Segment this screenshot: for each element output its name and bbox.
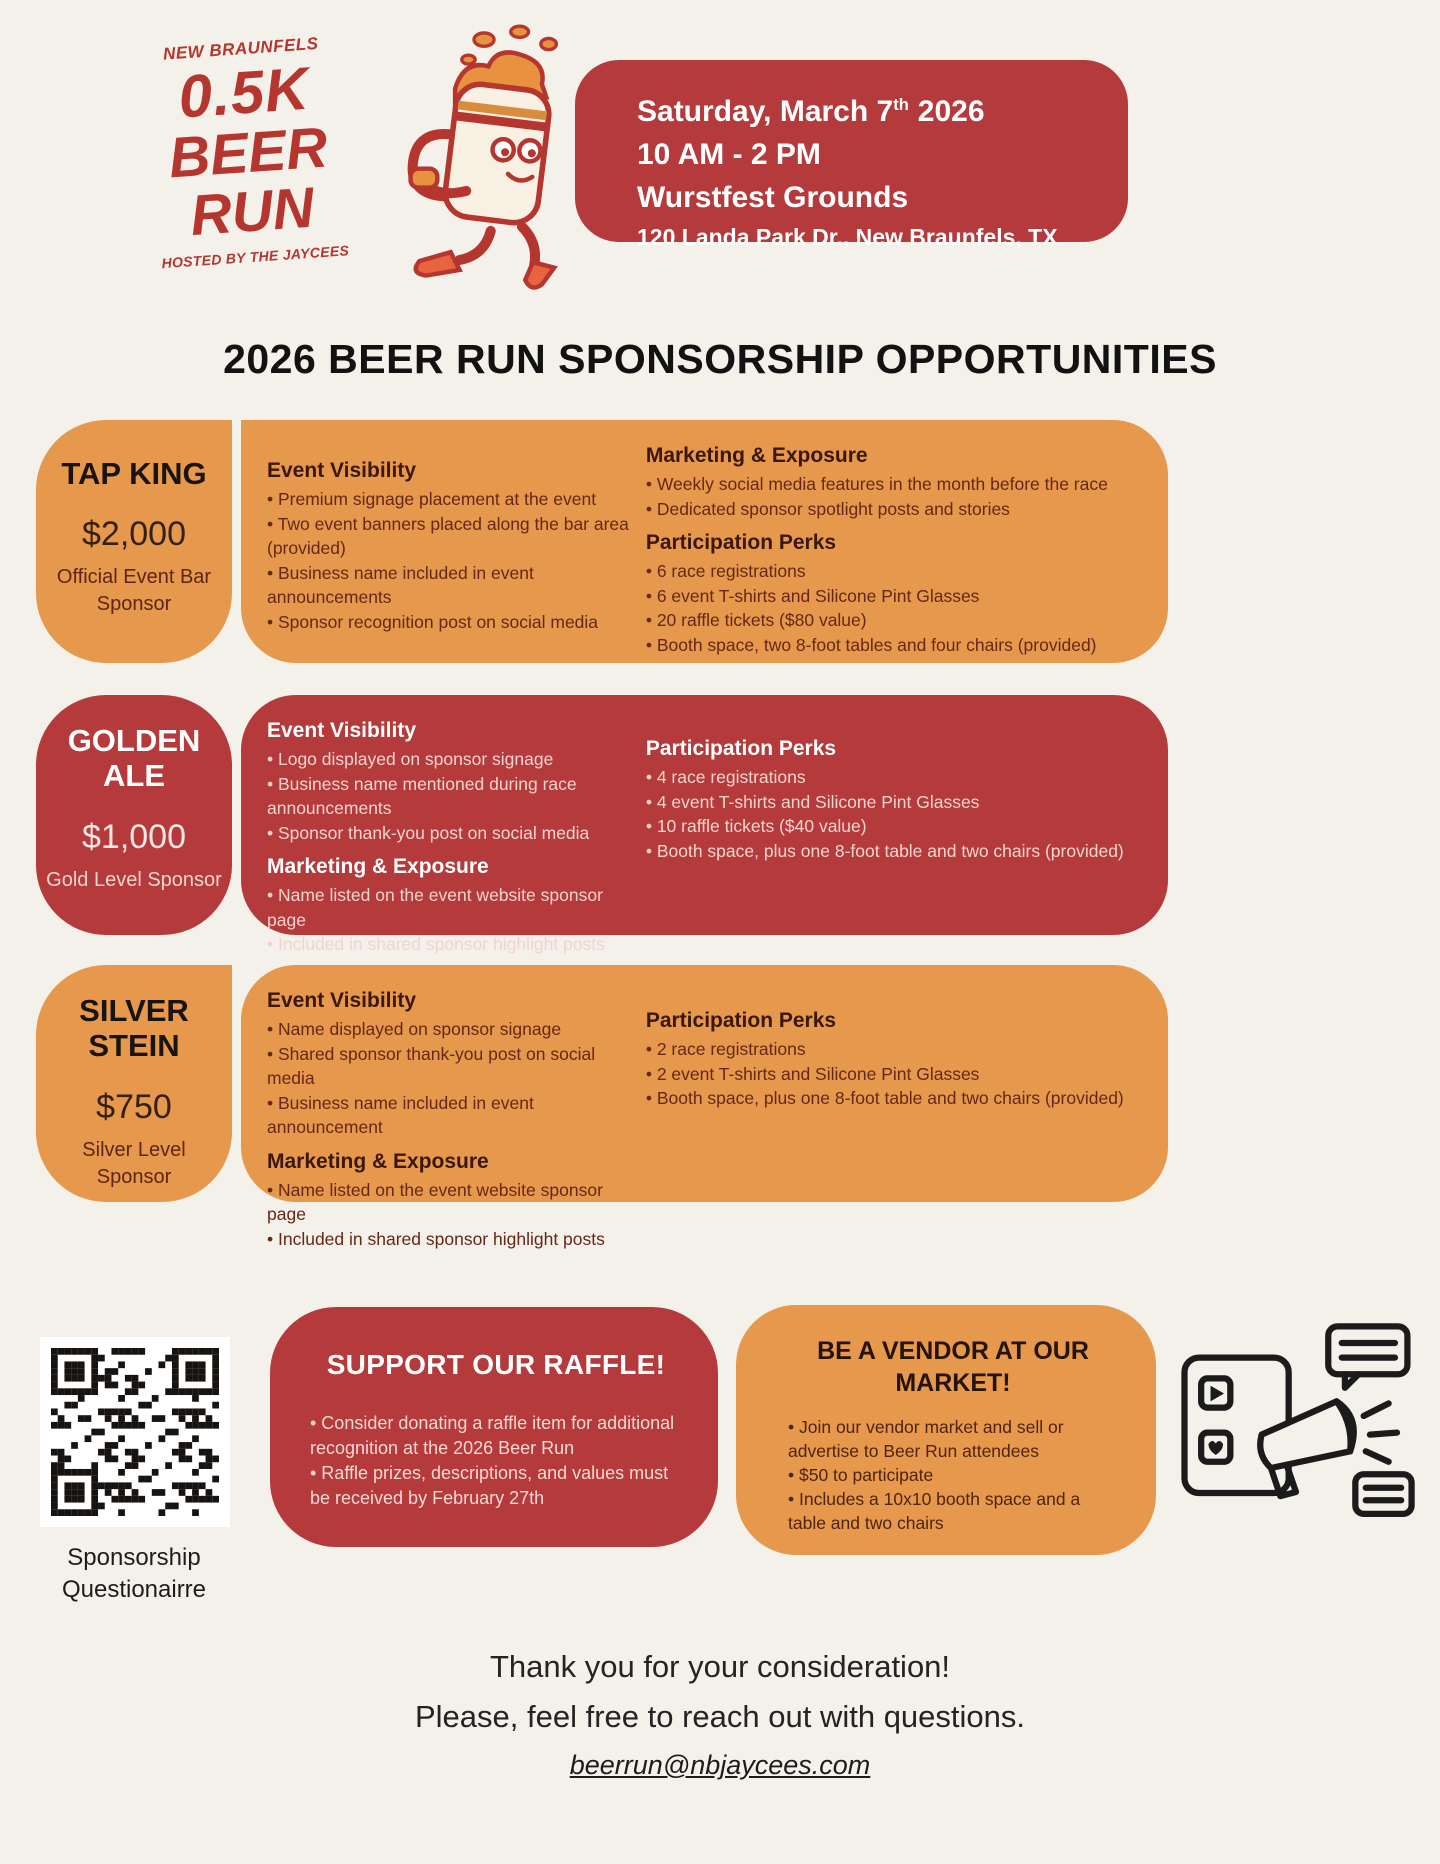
qr-code-image <box>40 1337 230 1527</box>
tier-label-golden-ale <box>36 695 232 935</box>
page-title: 2026 BEER RUN SPONSORSHIP OPPORTUNITIES <box>223 336 1217 382</box>
benefit-section <box>646 1007 1148 1111</box>
section-bullets <box>267 487 630 634</box>
footer-questions-line: Please, feel free to reach out with questions. <box>414 1699 1026 1734</box>
bullet-item: • 6 event T-shirts and Silicone Pint Glasses <box>645 585 980 606</box>
tier-subtitle: Silver Level Sponsor <box>82 1138 186 1188</box>
section-heading: Participation Perks <box>645 531 837 554</box>
event-logo <box>138 24 583 272</box>
bullet-item: • Dedicated sponsor spotlight posts and stories <box>645 498 1010 519</box>
benefit-section <box>267 853 630 957</box>
bullet-item: • 10 raffle tickets ($40 value) <box>645 816 867 836</box>
raffle-callout-box <box>270 1307 718 1547</box>
bullet-item: • Sponsor thank-you post on social media <box>267 822 590 843</box>
bullet-item: • Business name mentioned during race announcements <box>267 773 577 818</box>
section-heading: Participation Perks <box>645 1009 837 1032</box>
tier-panel-silver-stein <box>241 965 1168 1249</box>
bullet-item: • Raffle prizes, descriptions, and values must be received by February 27th <box>310 1463 669 1508</box>
tier-panel-column-2 <box>646 717 1148 935</box>
bullet-item: • 4 race registrations <box>645 767 806 787</box>
bullet-item: • Booth space, two 8-foot tables and four chairs (provided) <box>645 634 1097 655</box>
tier-name: SILVER STEIN <box>79 993 189 1064</box>
tier-panel-column-1 <box>267 987 646 1249</box>
bullet-item: • Premium signage placement at the event <box>267 489 597 509</box>
tier-name: GOLDEN ALE <box>67 723 201 794</box>
logo-line-beer: BEER <box>166 115 330 191</box>
bullet-item: • Weekly social media features in the month before the race <box>645 474 1108 494</box>
benefit-section <box>646 442 1148 521</box>
qr-code-caption: Sponsorship Questionairre <box>61 1544 207 1603</box>
vendor-callout-box <box>736 1305 1156 1555</box>
section-bullets <box>646 559 1148 657</box>
bullet-item: • Included in shared sponsor highlight posts <box>267 934 605 954</box>
bullet-item: • 4 event T-shirts and Silicone Pint Glasses <box>645 791 980 812</box>
footer <box>0 1642 1440 1781</box>
logo-line-run: RUN <box>188 175 317 249</box>
bullet-item: • Included in shared sponsor highlight posts <box>267 1228 605 1249</box>
logo-tagline-bottom: HOSTED BY THE JAYCEES <box>161 242 350 272</box>
tier-name: TAP KING <box>61 456 207 491</box>
bullet-item: • Consider donating a raffle item for additional recognition at the 2026 Beer Run <box>310 1413 675 1458</box>
section-heading: Participation Perks <box>645 737 837 760</box>
section-bullets <box>646 765 1148 863</box>
raffle-title: SUPPORT OUR RAFFLE! <box>326 1349 666 1380</box>
bullet-item: • Sponsor recognition post on social media <box>267 611 599 632</box>
contact-email-link[interactable]: beerrun@nbjaycees.com <box>569 1750 871 1780</box>
bullet-item: • Shared sponsor thank-you post on social media <box>267 1043 596 1088</box>
benefit-section <box>267 987 630 1140</box>
tier-subtitle: Gold Level Sponsor <box>46 868 222 891</box>
logo-tagline-top: NEW BRAUNFELS <box>162 33 320 64</box>
section-heading: Event Visibility <box>267 989 416 1012</box>
tier-price: $2,000 <box>82 515 186 554</box>
benefit-section <box>267 1148 630 1252</box>
tier-price: $1,000 <box>82 817 186 856</box>
bullet-item: • 2 race registrations <box>645 1039 806 1059</box>
tier-panel-column-2 <box>646 987 1148 1202</box>
footer-email <box>0 1750 1440 1781</box>
section-bullets <box>646 472 1148 521</box>
tier-panel-tap-king <box>241 420 1168 663</box>
bullet-item: • Business name included in event announcement <box>267 1092 534 1137</box>
bullet-item: • Includes a 10x10 booth space and a table and two chairs <box>788 1489 1081 1533</box>
bullet-item: • Business name included in event announcements <box>267 562 534 607</box>
benefit-section <box>267 457 630 634</box>
tier-label-tap-king <box>36 420 232 663</box>
section-bullets <box>267 747 630 845</box>
event-time: 10 AM - 2 PM <box>637 138 821 171</box>
vendor-bullets <box>788 1415 1118 1535</box>
section-bullets <box>267 883 630 957</box>
tier-panel-column-1 <box>267 442 646 663</box>
tier-price: $750 <box>96 1087 172 1126</box>
bullet-item: • Two event banners placed along the bar area (provided) <box>267 513 629 558</box>
section-heading: Marketing & Exposure <box>645 444 868 467</box>
bullet-item: • Booth space, plus one 8-foot table and two chairs (provided) <box>645 840 1124 861</box>
benefit-section <box>646 735 1148 863</box>
date-ordinal: th <box>893 96 909 114</box>
event-date: Saturday, March 7th 2026 <box>637 95 985 128</box>
event-details-banner <box>575 60 1128 250</box>
beer-mug-mascot-illustration <box>326 24 582 264</box>
section-bullets <box>646 1037 1148 1111</box>
bullet-item: • 20 raffle tickets ($80 value) <box>645 610 867 630</box>
section-bullets <box>267 1178 630 1252</box>
tier-panel-column-2 <box>646 442 1148 663</box>
tier-subtitle: Official Event Bar Sponsor <box>56 566 212 616</box>
vendor-title: BE A VENDOR AT OUR MARKET! <box>817 1337 1089 1397</box>
bullet-item: • 6 race registrations <box>645 561 806 581</box>
section-bullets <box>267 1017 630 1140</box>
event-address: 120 Landa Park Dr., New Braunfels, TX <box>637 224 1058 250</box>
event-venue: Wurstfest Grounds <box>637 181 909 214</box>
section-heading: Event Visibility <box>267 719 416 742</box>
footer-thanks-line: Thank you for your consideration! <box>489 1649 951 1684</box>
tier-panel-golden-ale <box>241 695 1168 954</box>
tier-label-silver-stein <box>36 965 232 1202</box>
tier-row-silver-stein <box>36 965 1168 1249</box>
bullet-item: • Booth space, plus one 8-foot table and two chairs (provided) <box>645 1088 1124 1108</box>
bullet-item: • Name displayed on sponsor signage <box>267 1019 562 1039</box>
benefit-section <box>267 717 630 845</box>
social-media-megaphone-illustration <box>1172 1318 1422 1536</box>
tier-row-tap-king <box>36 420 1168 663</box>
raffle-bullets <box>310 1411 682 1511</box>
bullet-item: • $50 to participate <box>788 1465 934 1485</box>
bullet-item: • Name listed on the event website sponsor page <box>267 1179 603 1224</box>
benefit-section <box>646 529 1148 657</box>
section-heading: Event Visibility <box>267 459 416 482</box>
section-heading: Marketing & Exposure <box>267 855 489 878</box>
bullet-item: • Name listed on the event website sponsor page <box>267 885 603 930</box>
bullet-item: • Join our vendor market and sell or advertise to Beer Run attendees <box>788 1417 1064 1461</box>
tier-row-golden-ale <box>36 695 1168 954</box>
bullet-item: • 2 event T-shirts and Silicone Pint Glasses <box>645 1063 980 1084</box>
section-heading: Marketing & Exposure <box>267 1149 489 1173</box>
tier-panel-column-1 <box>267 717 646 954</box>
bullet-item: • Logo displayed on sponsor signage <box>267 749 554 769</box>
logo-line-05k: 0.5K <box>176 54 312 131</box>
